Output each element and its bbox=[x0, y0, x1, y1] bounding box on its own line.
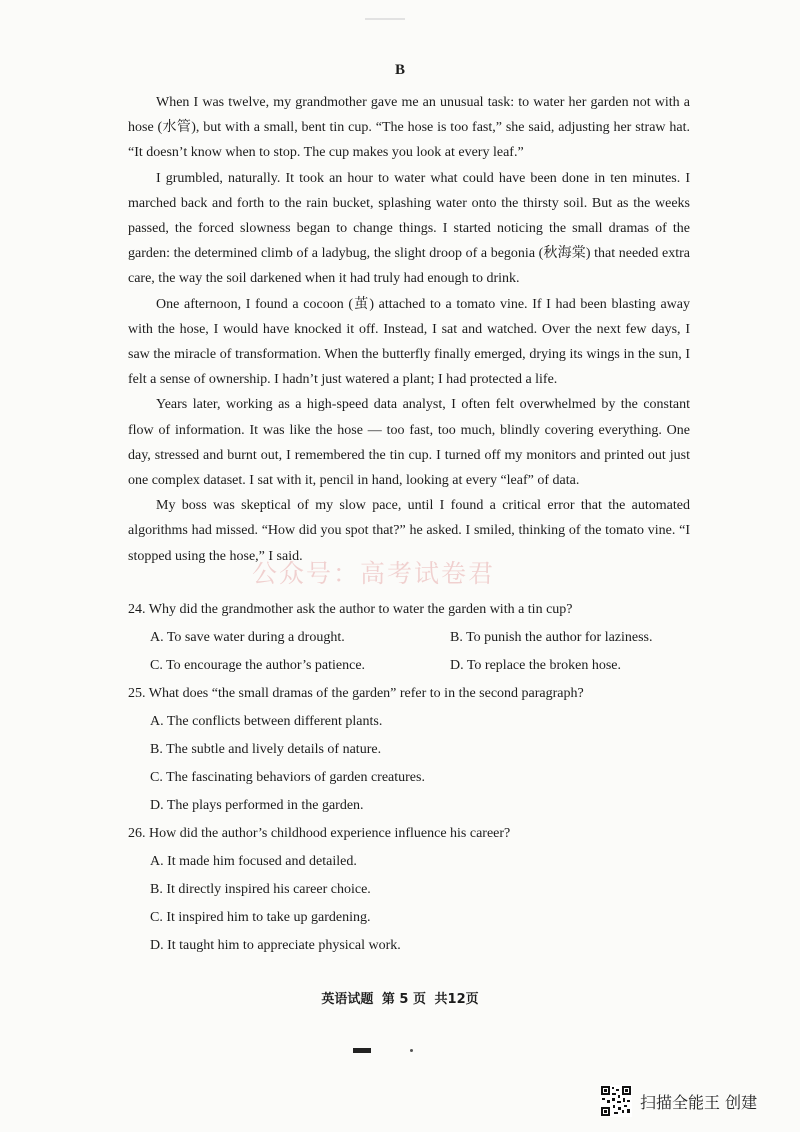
passage-paragraph: My boss was skeptical of my slow pace, until I found a critical error that the automated algorithms had missed. “How did you spot that?” he asked. I smiled, thinking of the tomato vine. “I stopped using the hose,” I said. bbox=[128, 498, 690, 564]
passage-paragraph: Years later, working as a high-speed data analyst, I often felt overwhelmed by the constant flow of information. It was like the hose — too fast, too much, blindly covering everything. One day, stressed and burnt out, I remembered the tin cup. I turned off my monitors and printed out just one complex dataset. I sat with it, pencil in hand, looking at every “leaf” of data. bbox=[128, 397, 690, 489]
section-heading: B bbox=[394, 62, 405, 78]
question-26 bbox=[128, 820, 690, 960]
question-25 bbox=[128, 680, 690, 820]
scanner-label: 扫描全能王 创建 bbox=[640, 1092, 758, 1112]
option-b: B. It directly inspired his career choice. bbox=[150, 882, 371, 897]
scan-mark bbox=[353, 1048, 371, 1053]
option-b: B. The subtle and lively details of nature. bbox=[150, 742, 382, 757]
footer-page-number: 第 5 页 bbox=[381, 992, 427, 1007]
footer-total-pages: 共12页 bbox=[434, 992, 479, 1007]
page-footer bbox=[0, 988, 800, 1007]
passage-paragraph: When I was twelve, my grandmother gave me an unusual task: to water her garden not with a hose (水管), but with a small, bent tin cup. “The hose is too fast,” she said, adjusting her straw hat. “It doesn’t know when to stop. The cup makes you look at every leaf.” bbox=[128, 95, 690, 161]
question-24 bbox=[128, 596, 690, 680]
option-a: A. It made him focused and detailed. bbox=[150, 854, 357, 869]
option-c: C. To encourage the author’s patience. bbox=[150, 658, 366, 673]
scan-smudge bbox=[365, 18, 405, 20]
option-d: D. The plays performed in the garden. bbox=[150, 798, 364, 813]
option-a: A. To save water during a drought. bbox=[150, 630, 345, 645]
question-stem: 25. What does “the small dramas of the garden” refer to in the second paragraph? bbox=[128, 686, 584, 701]
option-group bbox=[128, 848, 690, 960]
option-a: A. The conflicts between different plants. bbox=[150, 714, 383, 729]
passage-paragraph: One afternoon, I found a cocoon (茧) attached to a tomato vine. If I had been blasting away with the hose, I would have knocked it off. Instead, I sat and watched. Over the next few days, I saw the miracle of transformation. When the butterfly finally emerged, drying its wings in the sun, I felt a sense of ownership. I hadn’t just watered a plant; I had protected a life. bbox=[128, 296, 690, 388]
footer-subject: 英语试题 bbox=[321, 992, 374, 1007]
option-b: B. To punish the author for laziness. bbox=[450, 630, 653, 645]
question-list bbox=[128, 596, 690, 960]
option-d: D. To replace the broken hose. bbox=[450, 658, 621, 673]
qr-code-icon bbox=[600, 1085, 632, 1117]
scanner-credit bbox=[600, 1085, 757, 1117]
watermark: 公众号：高考试卷君 bbox=[252, 559, 496, 588]
option-group bbox=[128, 708, 690, 820]
question-stem: 26. How did the author’s childhood experience influence his career? bbox=[128, 826, 511, 841]
option-c: C. It inspired him to take up gardening. bbox=[150, 910, 371, 925]
option-d: D. It taught him to appreciate physical work. bbox=[150, 938, 401, 953]
question-stem: 24. Why did the grandmother ask the author to water the garden with a tin cup? bbox=[128, 602, 573, 617]
option-c: C. The fascinating behaviors of garden creatures. bbox=[150, 770, 425, 785]
option-group bbox=[128, 624, 690, 680]
passage-paragraph: I grumbled, naturally. It took an hour to water what could have been done in ten minutes. I marched back and forth to the rain bucket, splashing water onto the thirsty soil. But as the weeks passed, the forced slowness began to change things. I started noticing the small dramas of the garden: the determined climb of a ladybug, the slight droop of a begonia (秋海棠) that needed extra care, the way the soil darkened when it had truly had enough to drink. bbox=[128, 170, 690, 287]
reading-passage bbox=[128, 90, 690, 569]
scan-mark bbox=[410, 1049, 413, 1052]
